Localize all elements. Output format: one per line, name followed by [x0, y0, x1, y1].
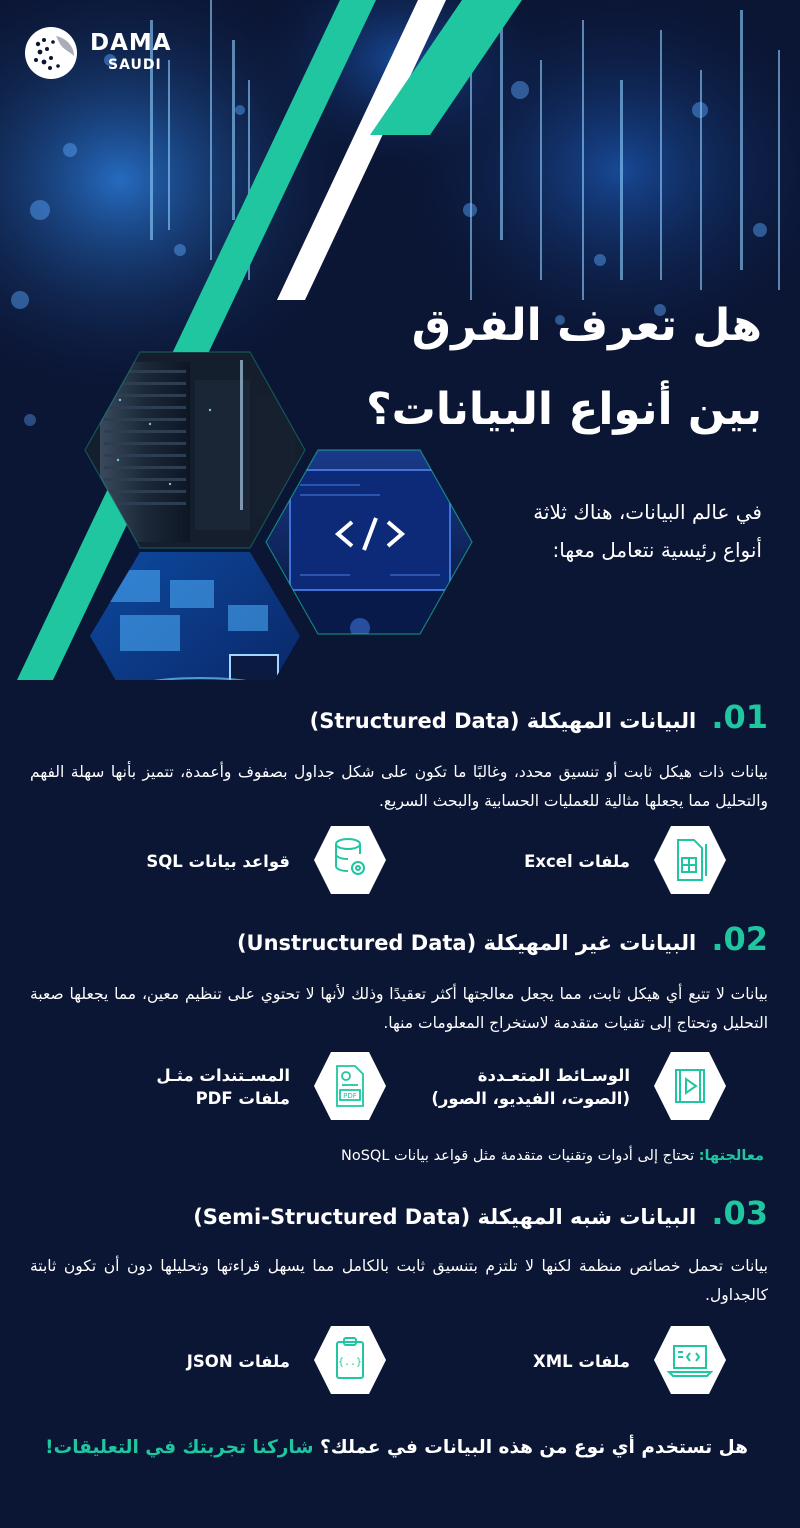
- pdf-documents-card: [60, 1048, 390, 1128]
- brand-region: SAUDI: [108, 57, 162, 73]
- multimedia-label-line1: الوسـائط المتعـددة: [477, 1066, 630, 1085]
- video-file-icon: [652, 1048, 728, 1124]
- section-number: 01.: [711, 698, 768, 736]
- section-title: البيانات غير المهيكلة (Unstructured Data): [236, 931, 697, 955]
- section-title: البيانات شبه المهيكلة (Semi-Structured Data): [193, 1205, 697, 1229]
- xml-files-card: [440, 1322, 740, 1402]
- globe-icon: [20, 22, 82, 84]
- section-02-heading: [48, 920, 768, 960]
- pdf-documents-label-line2: ملفات PDF: [195, 1089, 290, 1108]
- page-title-line2: بين أنواع البيانات؟: [366, 384, 762, 435]
- cta-question: هل تستخدم أي نوع من هذه البيانات في عملك؟: [320, 1437, 748, 1458]
- json-files-label: ملفات JSON: [186, 1352, 290, 1371]
- excel-files-card: [440, 822, 740, 902]
- section-03-description: بيانات تحمل خصائص منظمة لكنها لا تلتزم بتنسيق ثابت بالكامل مما يسهل قراءتها وتحليلها دون أن تكون ثابتة كالجداول.: [30, 1257, 768, 1304]
- pdf-documents-label: [156, 1064, 290, 1110]
- xml-files-label: ملفات XML: [532, 1352, 630, 1371]
- processing-note-label: معالجتها:: [698, 1148, 764, 1164]
- cta-action: شاركنا تجربتك في التعليقات!: [45, 1437, 314, 1458]
- section-03-heading: [48, 1194, 768, 1234]
- database-icon: [312, 822, 388, 898]
- brand-logo: [20, 22, 190, 82]
- call-to-action: [45, 1437, 748, 1458]
- sql-databases-label: قواعد بيانات SQL: [146, 852, 290, 871]
- svg-text:{..}: {..}: [337, 1357, 363, 1368]
- excel-files-label: ملفات Excel: [524, 852, 630, 871]
- pdf-documents-label-line1: المسـتندات مثـل: [156, 1066, 290, 1085]
- multimedia-card: [400, 1048, 740, 1128]
- section-01-heading: [48, 698, 768, 738]
- multimedia-label-line2: (الصوت، الفيديو، الصور): [431, 1089, 630, 1108]
- pdf-document-icon: [312, 1048, 388, 1124]
- brand-name: DAMA: [90, 30, 172, 56]
- processing-note: [341, 1148, 764, 1164]
- section-number: 02.: [711, 920, 768, 958]
- xml-laptop-icon: [652, 1322, 728, 1398]
- section-number: 03.: [711, 1194, 768, 1232]
- processing-note-text: تحتاج إلى أدوات وتقنيات متقدمة مثل قواعد بيانات NoSQL: [341, 1148, 695, 1164]
- json-clipboard-icon: [312, 1322, 388, 1398]
- section-title: البيانات المهيكلة (Structured Data): [309, 709, 697, 733]
- section-02-description: بيانات لا تتبع أي هيكل ثابت، مما يجعل معالجتها أكثر تعقيدًا وذلك لأنها لا تحتوي على تنظيم معين، مما يجعلها صعبة التحليل وتحتاج إلى تقنيات متقدمة لاستخراج المعلومات منها.: [30, 985, 768, 1032]
- section-01-description: بيانات ذات هيكل ثابت أو تنسيق محدد، وغالبًا ما تكون على شكل جداول بصفوف وأعمدة، تتميز بأنها سهلة الفهم والتحليل مما يجعلها مثالية للعمليات الحسابية والبحث السريع.: [30, 763, 768, 810]
- page-title-line1: هل تعرف الفرق: [411, 300, 762, 351]
- multimedia-label: [431, 1064, 630, 1110]
- svg-text:PDF: PDF: [343, 1092, 357, 1100]
- spreadsheet-icon: [652, 822, 728, 898]
- sql-databases-card: [60, 822, 390, 902]
- intro-text: في عالم البيانات، هناك ثلاثة أنواع رئيسية نتعامل معها:: [533, 500, 762, 562]
- json-files-card: [60, 1322, 390, 1402]
